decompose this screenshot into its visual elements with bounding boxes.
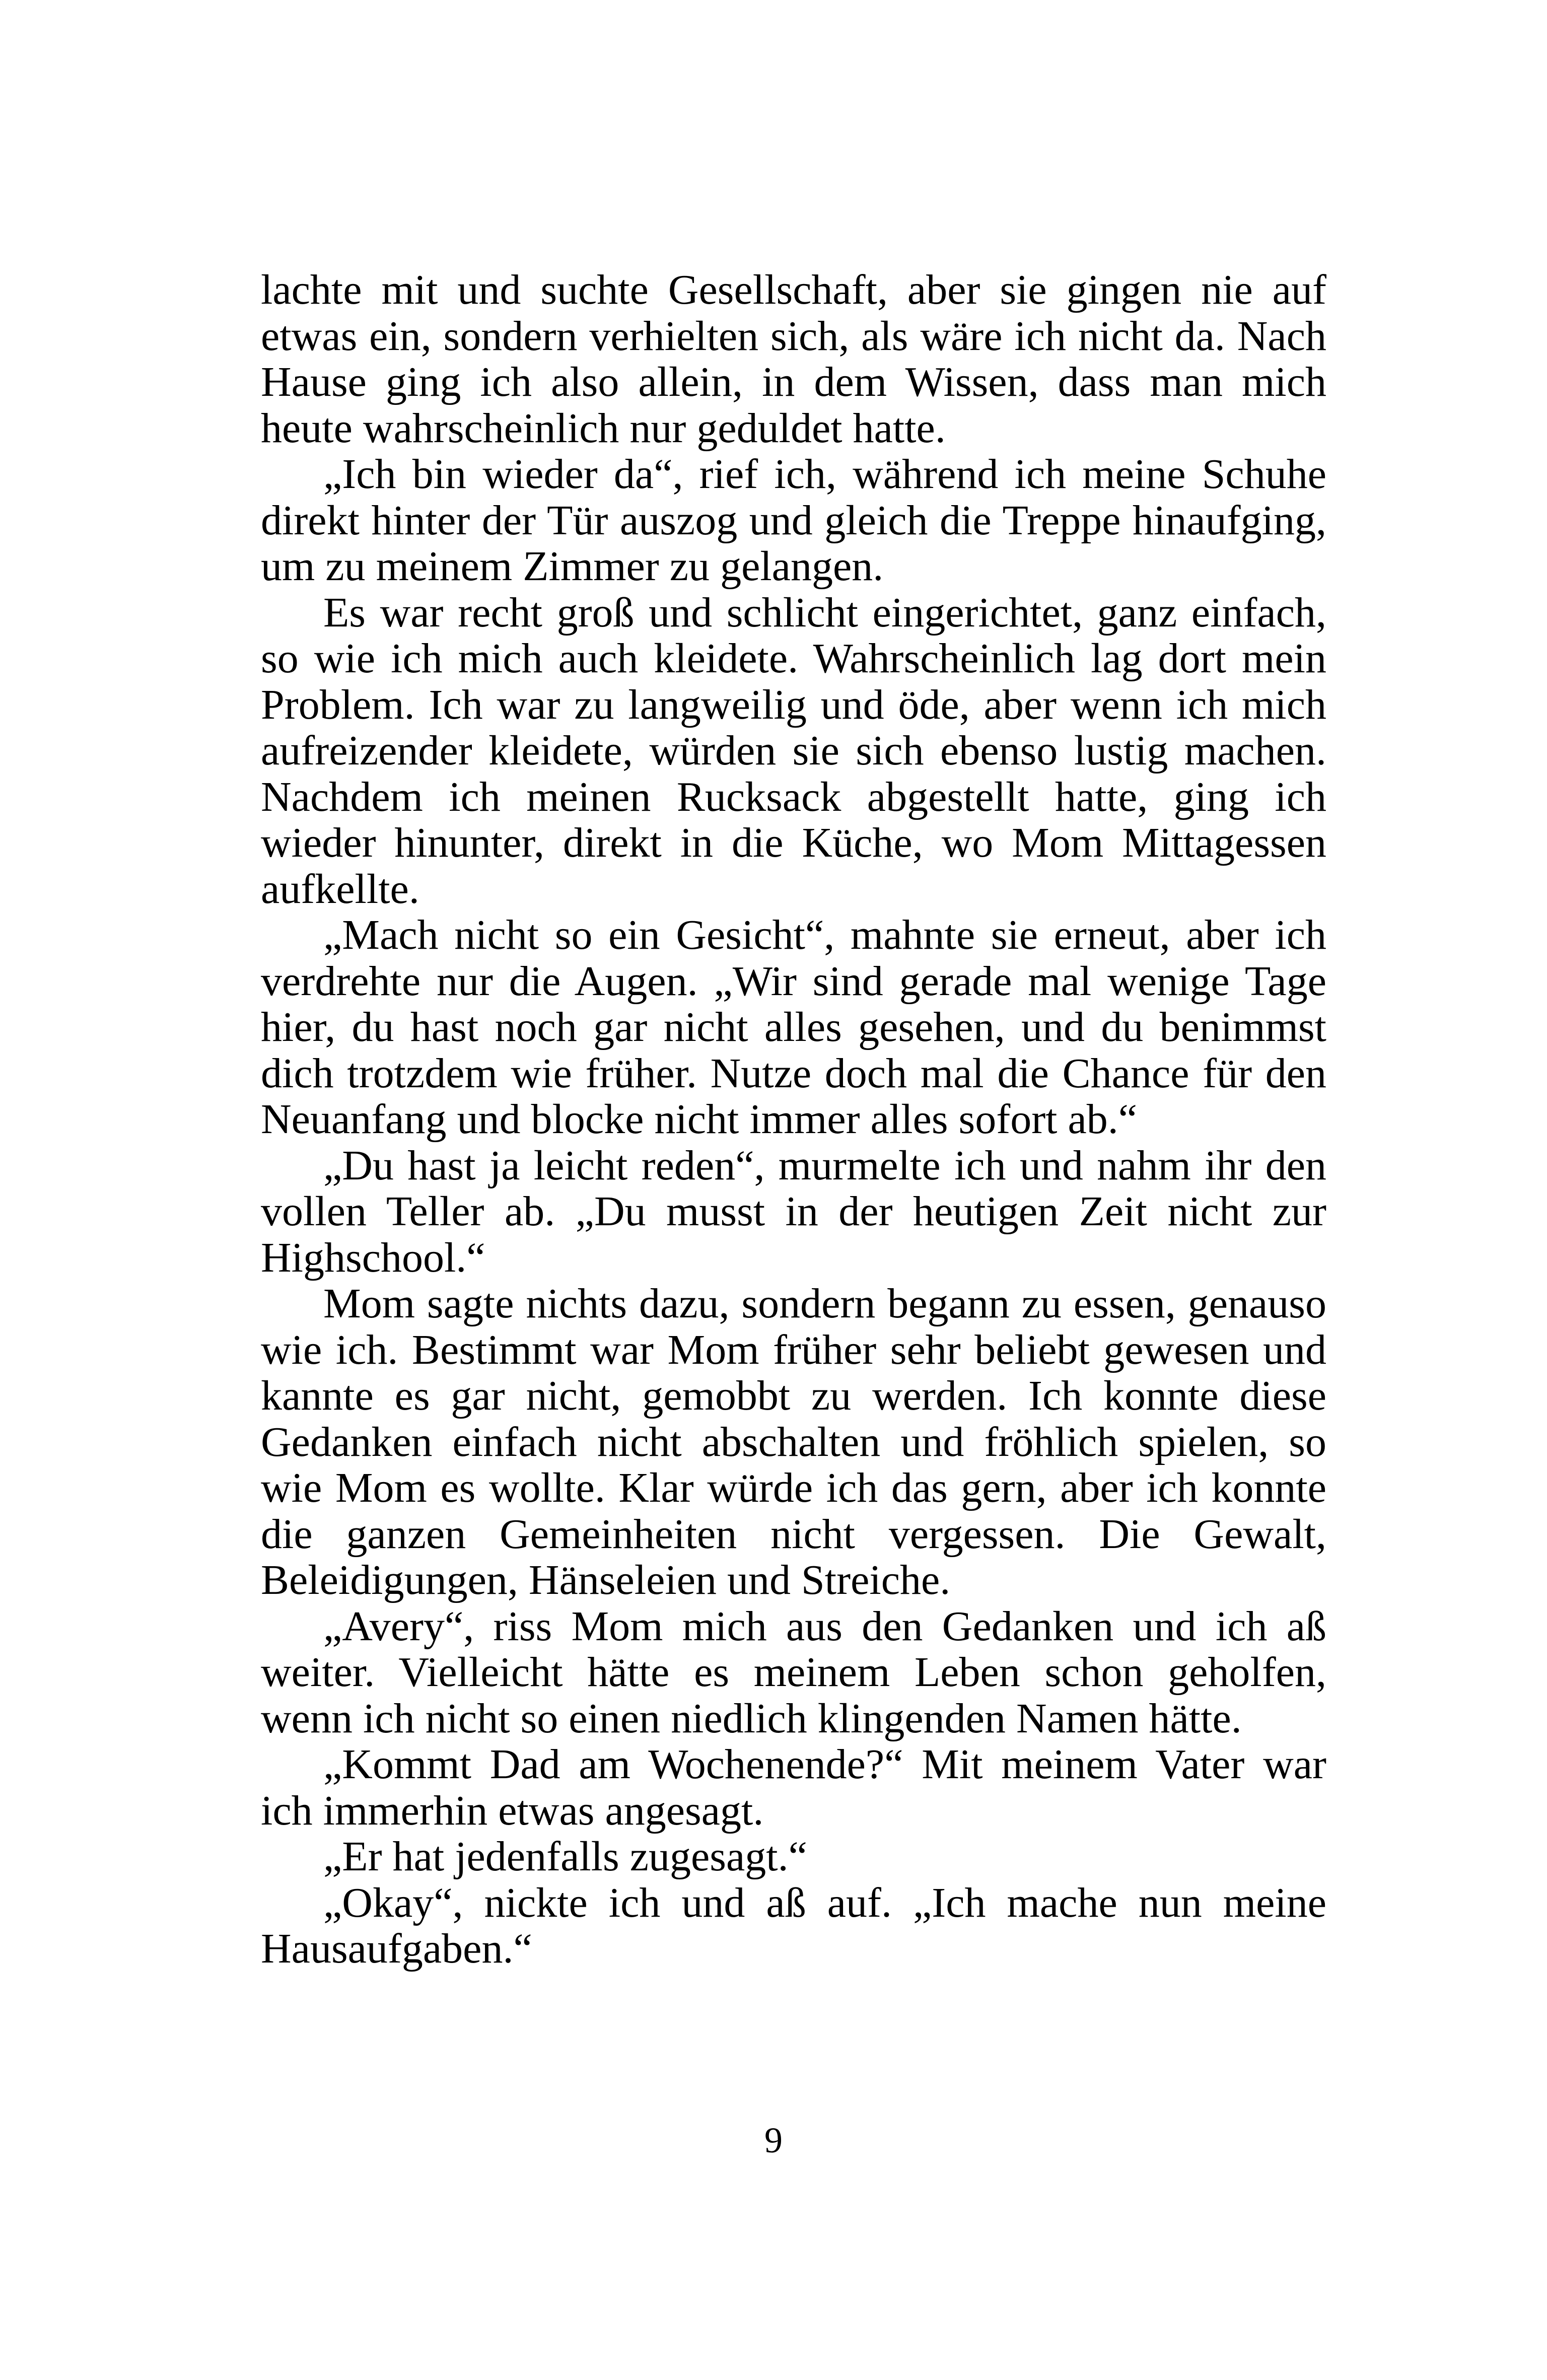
paragraph-7: „Avery“, riss Mom mich aus den Gedanken und ich aß weiter. Vielleicht hätte es meinem Leben schon geholfen, wenn ich nicht so einen niedlich klingenden Namen hätte. (261, 1602, 1326, 1742)
paragraph-2: „Ich bin wieder da“, rief ich, während ich meine Schuhe direkt hinter der Tür auszog und gleich die Treppe hinaufging, um zu meinem Zimmer zu gelangen. (261, 451, 1326, 590)
paragraph-5: „Du hast ja leicht reden“, murmelte ich und nahm ihr den vollen Teller ab. „Du musst in der heutigen Zeit nicht zur Highschool.“ (261, 1142, 1326, 1281)
paragraph-3: Es war recht groß und schlicht eingerichtet, ganz einfach, so wie ich mich auch kleidete. Wahrscheinlich lag dort mein Problem. Ich war zu langweilig und öde, aber wenn ich mich aufreizender kleidete, würden sie sich ebenso lustig machen. Nachdem ich meinen Rucksack abgestellt hatte, ging ich wieder hinunter, direkt in die Küche, wo Mom Mittagessen aufkellte. (261, 589, 1326, 913)
page-number: 9 (764, 2120, 783, 2160)
paragraph-10: „Okay“, nickte ich und aß auf. „Ich mache nun meine Hausaufgaben.“ (261, 1879, 1326, 1972)
paragraph-1: lachte mit und suchte Gesellschaft, aber sie gingen nie auf etwas ein, sondern verhielten sich, als wäre ich nicht da. Nach Hause ging ich also allein, in dem Wissen, dass man mich heute wahrscheinlich nur geduldet hatte. (261, 266, 1326, 452)
body-text (261, 267, 1326, 1972)
paragraph-6: Mom sagte nichts dazu, sondern begann zu essen, genauso wie ich. Bestimmt war Mom früher sehr beliebt gewesen und kannte es gar nicht, gemobbt zu werden. Ich konnte diese Gedanken einfach nicht abschalten und fröhlich spielen, so wie Mom es wollte. Klar würde ich das gern, aber ich konnte die ganzen Gemeinheiten nicht vergessen. Die Gewalt, Beleidigungen, Hänseleien und Streiche. (261, 1280, 1326, 1603)
paragraph-8: „Kommt Dad am Wochenende?“ Mit meinem Vater war ich immerhin etwas angesagt. (261, 1741, 1326, 1834)
paragraph-9: „Er hat jedenfalls zugesagt.“ (323, 1833, 807, 1880)
paragraph-4: „Mach nicht so ein Gesicht“, mahnte sie erneut, aber ich verdrehte nur die Augen. „Wir sind gerade mal wenige Tage hier, du hast noch gar nicht alles gesehen, und du benimmst dich trotzdem wie früher. Nutze doch mal die Chance für den Neuanfang und blocke nicht immer alles sofort ab.“ (261, 912, 1326, 1143)
